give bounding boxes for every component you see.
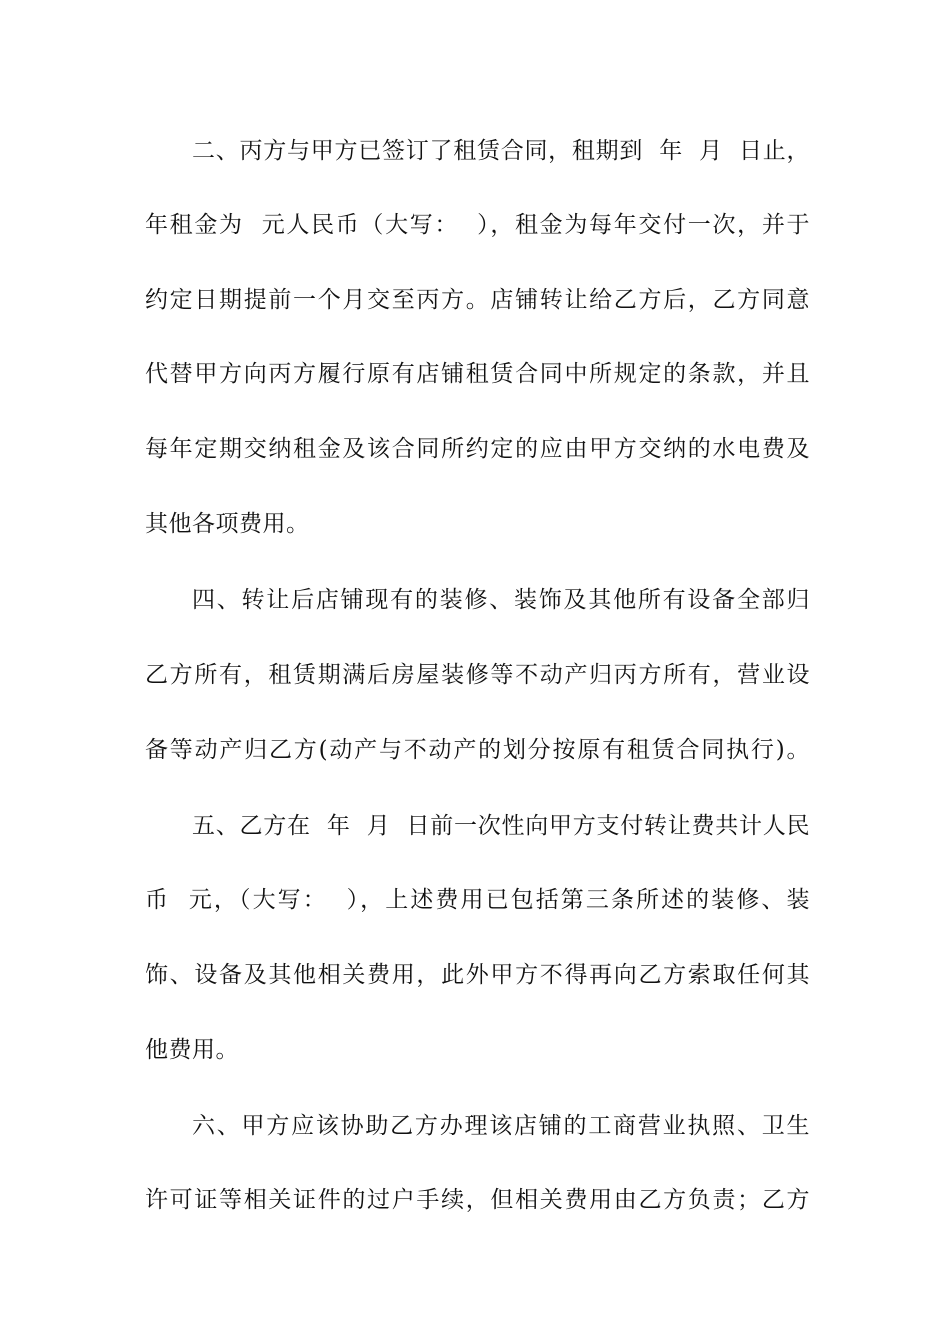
paragraph-2-line-5: 每年定期交纳租金及该合同所约定的应由甲方交纳的水电费及	[145, 436, 810, 462]
paragraph-5-line-3: 饰、设备及其他相关费用，此外甲方不得再向乙方索取任何其	[145, 962, 810, 988]
paragraph-2-line-6: 其他各项费用。	[145, 511, 310, 537]
paragraph-4-line-1: 四、转让后店铺现有的装修、装饰及其他所有设备全部归	[192, 587, 810, 613]
paragraph-5-line-1: 五、乙方在 年 月 日前一次性向甲方支付转让费共计人民	[192, 813, 810, 839]
paragraph-2-line-3: 约定日期提前一个月交至丙方。店铺转让给乙方后，乙方同意	[145, 287, 810, 313]
paragraph-5-line-4: 他费用。	[145, 1037, 239, 1063]
paragraph-2-line-4: 代替甲方向丙方履行原有店铺租赁合同中所规定的条款，并且	[145, 361, 810, 387]
paragraph-2-line-2: 年租金为 元人民币（大写： ），租金为每年交付一次，并于	[145, 212, 810, 238]
paragraph-6-line-1: 六、甲方应该协助乙方办理该店铺的工商营业执照、卫生	[192, 1113, 810, 1139]
paragraph-6-line-2: 许可证等相关证件的过户手续，但相关费用由乙方负责；乙方	[145, 1187, 810, 1213]
paragraph-5-line-2: 币 元，（大写： ），上述费用已包括第三条所述的装修、装	[145, 887, 810, 913]
paragraph-4-line-3: 备等动产归乙方(动产与不动产的划分按原有租赁合同执行)。	[145, 737, 810, 763]
paragraph-4-line-2: 乙方所有，租赁期满后房屋装修等不动产归丙方所有，营业设	[145, 662, 810, 688]
paragraph-2-line-1: 二、丙方与甲方已签订了租赁合同，租期到 年 月 日止，	[192, 138, 810, 164]
